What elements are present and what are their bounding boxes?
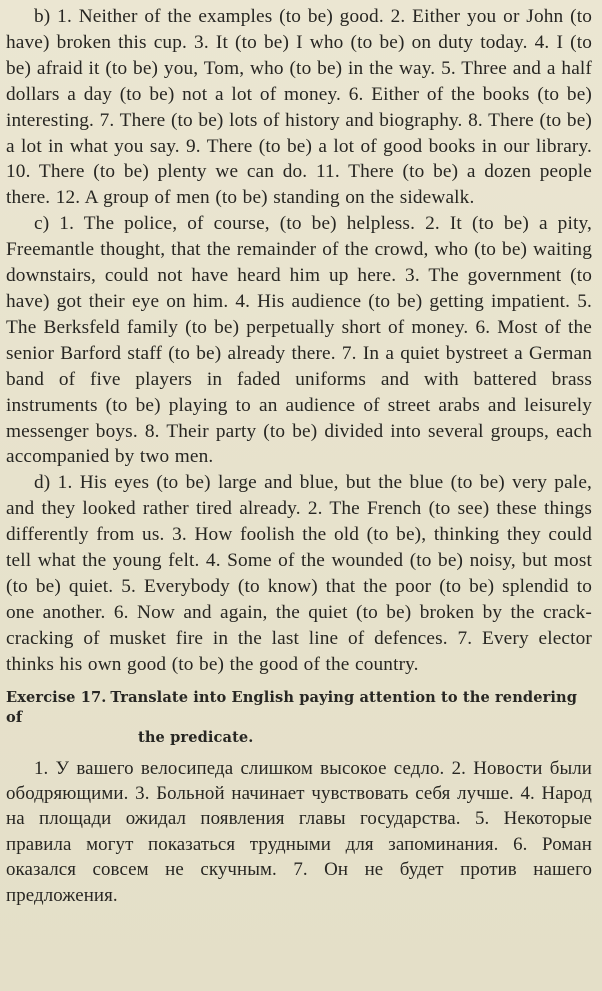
exercise-section-c: c) 1. The police, of course, (to be) helpless. 2. It (to be) a pity, Freemantle thought, that the remainder of the crowd, who (to be) waiting downstairs, could not have heard him up here. 3. The government (to have) got their eye on him. 4. His audience (to be) getting impatient. 5. The Berksfeld family (to be) perpetually short of money. 6. Most of the senior Barford staff (to be) already there. 7. In a quiet bystreet a German band of five players in faded uniforms and with battered brass instruments (to be) playing to an audience of street arabs and leisurely messenger boys. 8. Their party (to be) divided into several groups, each accompanied by two men. [6, 213, 592, 468]
exercise-17-instruction-line1: Translate into English paying attention to the rendering of [6, 688, 578, 726]
exercise-section-d: d) 1. His eyes (to be) large and blue, but the blue (to be) very pale, and they looked rather tired already. 2. The French (to see) these things differently from us. 3. How foolish the old (to be), thinking they could tell what the young felt. 4. Some of the wounded (to be) noisy, but most (to be) quiet. 5. Everybody (to know) that the poor (to be) splendid to one another. 6. Now and again, the quiet (to be) broken by the crack-cracking of musket fire in the last line of defences. 7. Every elector thinks his own good (to be) the good of the country. [6, 472, 592, 675]
exercise-17-label: Exercise 17. [6, 688, 107, 706]
exercise-17-heading [6, 688, 592, 748]
exercise-17-instruction-line2: the predicate. [138, 728, 254, 746]
exercise-section-b: b) 1. Neither of the examples (to be) good. 2. Either you or John (to have) broken this cup. 3. It (to be) I who (to be) on duty today. 4. I (to be) afraid it (to be) you, Tom, who (to be) in the way. 5. Three and a half dollars a day (to be) not a lot of money. 6. Either of the books (to be) interesting. 7. There (to be) lots of history and biography. 8. There (to be) a lot in what you say. 9. There (to be) a lot of good books in our library. 10. There (to be) plenty we can do. 11. There (to be) a dozen people there. 12. A group of men (to be) standing on the sidewalk. [6, 6, 592, 209]
exercise-17-text: 1. У вашего велосипеда слишком высокое седло. 2. Новости были ободряющими. 3. Больной начинает чувствовать себя лучше. 4. Народ на площади ожидал появления главы государства. 5. Некоторые правила могут показаться трудными для запоминания. 6. Роман оказался совсем не скучным. 7. Он не будет против нашего предложения. [6, 757, 592, 906]
